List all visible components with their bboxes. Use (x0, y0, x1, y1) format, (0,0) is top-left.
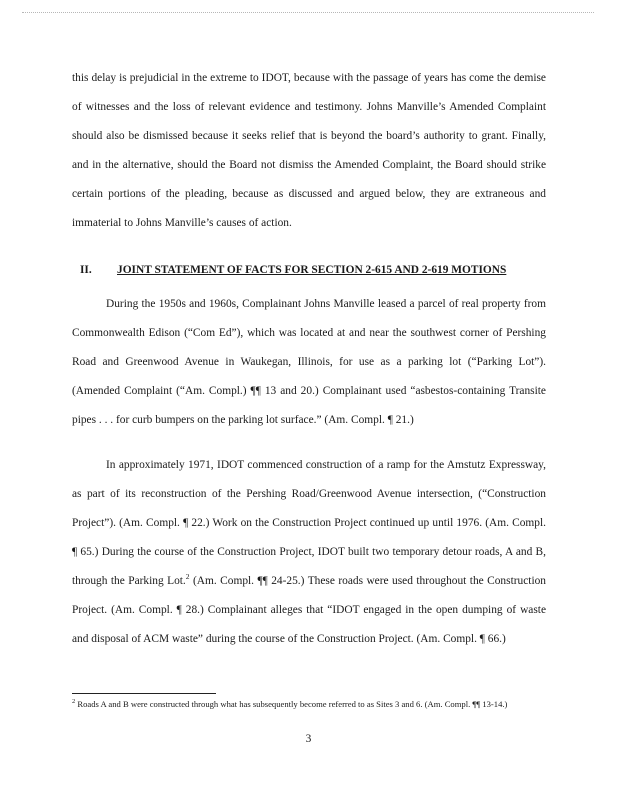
section-title: JOINT STATEMENT OF FACTS FOR SECTION 2-615 AND 2-619 MOTIONS (117, 264, 507, 276)
footnote-reference: 2 (185, 572, 190, 582)
section-number: II. (80, 264, 92, 276)
section-heading (80, 262, 550, 278)
footnote (72, 698, 546, 711)
scan-artifact-dots (22, 12, 594, 19)
footnote-marker: 2 (72, 698, 76, 706)
paragraph-intro-continuation: this delay is prejudicial in the extreme to IDOT, because with the passage of years has come the demise of witnesses and the loss of relevant evidence and testimony. Johns Manville’s Amended Complaint should also be dismissed because it seeks relief that is beyond the board’s authority to grant. Finally, and in the alternative, should the Board not dismiss the Amended Complaint, the Board should strike certain portions of the pleading, because as discussed and argued below, they are extraneous and immaterial to Johns Manville’s causes of action. (72, 72, 546, 229)
paragraph-facts-lease: During the 1950s and 1960s, Complainant Johns Manville leased a parcel of real property from Commonwealth Edison (“Com Ed”), which was located at and near the southwest corner of Pershing Road and Greenwood Avenue in Waukegan, Illinois, for use as a parking lot (“Parking Lot”). (Amended Complaint (“Am. Compl.) ¶¶ 13 and 20.) Complainant used “asbestos-containing Transite pipes . . . for curb bumpers on the parking lot surface.” (Am. Compl. ¶ 21.) (72, 298, 546, 426)
page-number: 3 (305, 733, 312, 745)
footnote-text: Roads A and B were constructed through what has subsequently become referred to as Sites 3 and 6. (Am. Compl. ¶¶ 13-14.) (75, 699, 508, 709)
footnote-divider (72, 693, 216, 694)
paragraph-text-part: (Am. Compl. ¶¶ 24-25.) These roads were used throughout the Construction Project. (Am. Compl. ¶ 28.) Complainant alleges that “IDOT engaged in the open dumping of waste and disposal of ACM waste” during the course of the Construction Project. (Am. Compl. ¶ 66.) (72, 575, 546, 645)
paragraph-facts-construction (72, 451, 546, 654)
paragraph-text-part: In approximately 1971, IDOT commenced construction of a ramp for the Amstutz Expressway, as part of its reconstruction of the Pershing Road/Greenwood Avenue intersection, (“Construction Project”). (Am. Compl. ¶ 22.) Work on the Construction Project continued up until 1976. (Am. Compl. ¶ 65.) During the course of the Construction Project, IDOT built two temporary detour roads, A and B, through the Parking Lot. (72, 459, 546, 587)
